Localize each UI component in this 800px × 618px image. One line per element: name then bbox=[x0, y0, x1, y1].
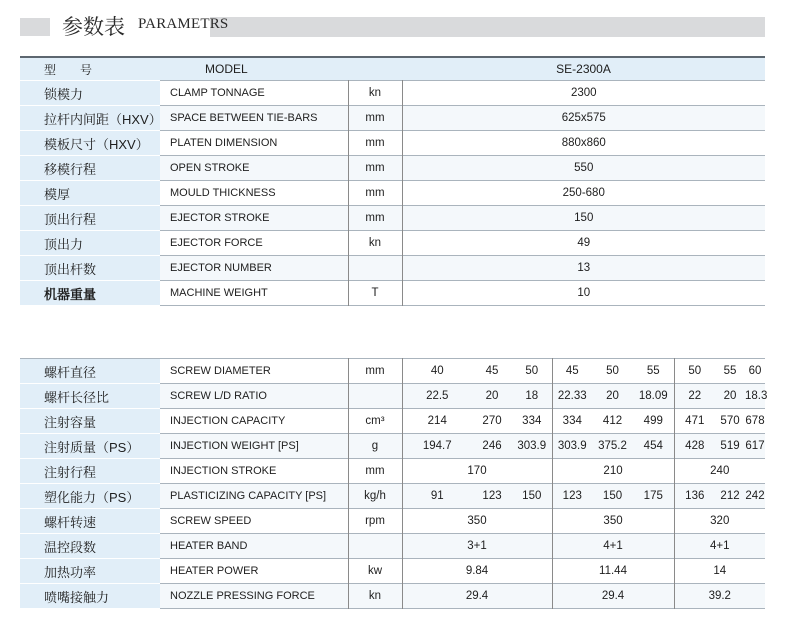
param-unit bbox=[348, 384, 402, 409]
param-value: 18.3 bbox=[745, 384, 765, 409]
param-value: 678 bbox=[745, 415, 765, 427]
model-label-en: MODEL bbox=[160, 57, 402, 81]
table-row bbox=[20, 409, 765, 434]
param-name-cn: 锁模力 bbox=[20, 81, 160, 106]
table-row bbox=[20, 509, 765, 534]
param-unit bbox=[348, 256, 402, 281]
param-value: 246 bbox=[472, 434, 512, 459]
param-value: 50 bbox=[674, 359, 715, 384]
param-name-en: PLASTICIZING CAPACITY [PS] bbox=[160, 484, 348, 509]
param-value: 150 bbox=[402, 206, 765, 231]
param-value: 303.9 bbox=[552, 434, 592, 459]
param-value-group: 320 bbox=[674, 509, 765, 534]
param-value-group: 210 bbox=[552, 459, 674, 484]
param-value: 519 bbox=[715, 434, 745, 459]
param-value: 10 bbox=[577, 287, 591, 299]
param-value: 60 bbox=[748, 365, 762, 377]
param-value-group: 29.4 bbox=[552, 584, 674, 609]
param-value: 270 bbox=[482, 415, 502, 427]
param-value: 880x860 bbox=[561, 137, 606, 149]
param-name-cn: 移模行程 bbox=[20, 156, 160, 181]
param-name-en: EJECTOR FORCE bbox=[170, 237, 263, 249]
model-label-cn: 型 号 bbox=[20, 57, 160, 81]
param-value: 20 bbox=[472, 384, 512, 409]
param-value: 123 bbox=[472, 484, 512, 509]
table-row bbox=[20, 559, 765, 584]
table-row bbox=[20, 156, 765, 181]
param-name-cn: 注射质量（PS） bbox=[20, 434, 160, 459]
param-unit: kn bbox=[348, 231, 402, 256]
table-row bbox=[20, 384, 765, 409]
param-value: 55 bbox=[723, 365, 737, 377]
table-row bbox=[20, 206, 765, 231]
param-name-cn: 喷嘴接触力 bbox=[20, 584, 160, 609]
param-value: 412 bbox=[602, 415, 623, 427]
param-name-cn: 螺杆转速 bbox=[20, 509, 160, 534]
param-value: 20 bbox=[592, 384, 633, 409]
param-name-cn: 模厚 bbox=[20, 181, 160, 206]
param-value-group: 3+1 bbox=[402, 534, 552, 559]
param-name-en: INJECTION STROKE bbox=[170, 465, 277, 477]
param-name-en: MOULD THICKNESS bbox=[170, 187, 276, 199]
param-value-group: 39.2 bbox=[674, 584, 765, 609]
table-row bbox=[20, 131, 765, 156]
param-value-group: 170 bbox=[467, 465, 487, 477]
param-name-cn: 顶出力 bbox=[20, 231, 160, 256]
param-value: 175 bbox=[633, 484, 674, 509]
param-value: 454 bbox=[633, 434, 674, 459]
param-value: 13 bbox=[402, 256, 765, 281]
param-value: 22.33 bbox=[552, 384, 592, 409]
header-accent bbox=[20, 18, 50, 36]
param-value-group: 29.4 bbox=[402, 584, 552, 609]
param-value: 18 bbox=[512, 384, 552, 409]
table-row bbox=[20, 256, 765, 281]
param-name-en: EJECTOR STROKE bbox=[160, 206, 348, 231]
param-value: 334 bbox=[522, 415, 542, 427]
param-name-en: INJECTION WEIGHT [PS] bbox=[160, 434, 348, 459]
param-value-group: 4+1 bbox=[674, 534, 765, 559]
param-name-en: EJECTOR NUMBER bbox=[160, 256, 348, 281]
param-value-group: 350 bbox=[552, 509, 674, 534]
table-row bbox=[20, 434, 765, 459]
param-value: 45 bbox=[552, 359, 592, 384]
param-value: 20 bbox=[715, 384, 745, 409]
param-unit: kg/h bbox=[348, 484, 402, 509]
param-value: 375.2 bbox=[592, 434, 633, 459]
title-english: PARAMETRS bbox=[138, 16, 229, 32]
param-name-cn: 加热功率 bbox=[20, 559, 160, 584]
param-value: 55 bbox=[646, 365, 660, 377]
param-name-en: SCREW SPEED bbox=[170, 515, 252, 527]
param-unit: mm bbox=[348, 359, 402, 384]
param-value: 617 bbox=[745, 434, 765, 459]
param-unit: mm bbox=[348, 459, 402, 484]
param-value-group: 4+1 bbox=[552, 534, 674, 559]
injection-parameters-table bbox=[20, 358, 768, 609]
param-name-cn: 温控段数 bbox=[20, 534, 160, 559]
param-value: 123 bbox=[552, 484, 592, 509]
param-value-group: 9.84 bbox=[465, 565, 489, 577]
param-name-cn: 顶出杆数 bbox=[20, 256, 160, 281]
param-value: 150 bbox=[592, 484, 633, 509]
param-unit: mm bbox=[348, 106, 402, 131]
table-row bbox=[20, 106, 765, 131]
param-value: 22.5 bbox=[402, 384, 472, 409]
page-header bbox=[20, 8, 765, 38]
model-header-row bbox=[20, 57, 765, 81]
param-value: 194.7 bbox=[402, 434, 472, 459]
param-value: 428 bbox=[674, 434, 715, 459]
param-name-en: PLATEN DIMENSION bbox=[170, 137, 278, 149]
table-row bbox=[20, 359, 765, 384]
param-name-cn: 注射容量 bbox=[20, 409, 160, 434]
header-band bbox=[210, 17, 765, 37]
param-name-en: SCREW L/D RATIO bbox=[160, 384, 348, 409]
param-name-cn: 注射行程 bbox=[20, 459, 160, 484]
param-value: 136 bbox=[674, 484, 715, 509]
param-name-cn: 螺杆直径 bbox=[20, 359, 160, 384]
param-name-en: CLAMP TONNAGE bbox=[170, 87, 265, 99]
param-name-en: SCREW DIAMETER bbox=[170, 365, 271, 377]
table-row bbox=[20, 534, 765, 559]
param-name-cn: 塑化能力（PS） bbox=[20, 484, 160, 509]
param-value: 334 bbox=[552, 409, 592, 434]
param-value: 303.9 bbox=[512, 434, 552, 459]
param-unit: mm bbox=[348, 131, 402, 156]
param-unit: kn bbox=[348, 81, 402, 106]
param-name-en: OPEN STROKE bbox=[160, 156, 348, 181]
param-value: 570 bbox=[720, 415, 740, 427]
table-row bbox=[20, 459, 765, 484]
param-name-en: SPACE BETWEEN TIE-BARS bbox=[160, 106, 348, 131]
param-value: 50 bbox=[525, 365, 539, 377]
table-row bbox=[20, 484, 765, 509]
param-value: 18.09 bbox=[633, 384, 674, 409]
param-value-group: 240 bbox=[674, 459, 765, 484]
param-value: 214 bbox=[427, 415, 447, 427]
table-row bbox=[20, 584, 765, 609]
param-unit: g bbox=[348, 434, 402, 459]
param-unit: mm bbox=[348, 206, 402, 231]
param-name-en: INJECTION CAPACITY bbox=[170, 415, 286, 427]
model-value: SE-2300A bbox=[402, 57, 765, 81]
param-unit: mm bbox=[348, 156, 402, 181]
param-name-cn: 模板尺寸（HXV） bbox=[20, 131, 160, 156]
param-value: 625x575 bbox=[402, 106, 765, 131]
param-value: 50 bbox=[606, 365, 619, 377]
param-unit: kw bbox=[348, 559, 402, 584]
param-value: 499 bbox=[643, 415, 663, 427]
table-row bbox=[20, 81, 765, 106]
table-row bbox=[20, 181, 765, 206]
param-name-en: NOZZLE PRESSING FORCE bbox=[160, 584, 348, 609]
param-value: 242 bbox=[745, 484, 765, 509]
param-value-group: 11.44 bbox=[552, 559, 674, 584]
param-value-group: 14 bbox=[674, 559, 765, 584]
param-name-en: HEATER POWER bbox=[170, 565, 259, 577]
title-chinese: 参数表 bbox=[62, 16, 125, 39]
param-name-en: HEATER BAND bbox=[160, 534, 348, 559]
clamping-parameters-table bbox=[20, 56, 765, 306]
param-value: 91 bbox=[402, 484, 472, 509]
param-unit: T bbox=[348, 281, 402, 306]
param-value: 22 bbox=[674, 384, 715, 409]
param-unit: cm³ bbox=[348, 409, 402, 434]
param-name-en: MACHINE WEIGHT bbox=[170, 287, 268, 299]
param-value: 250-680 bbox=[562, 187, 605, 199]
param-value: 212 bbox=[715, 484, 745, 509]
param-unit: rpm bbox=[348, 509, 402, 534]
table-row bbox=[20, 281, 765, 306]
param-value: 49 bbox=[577, 237, 591, 249]
param-value: 2300 bbox=[570, 87, 597, 99]
table-row bbox=[20, 231, 765, 256]
param-name-cn: 机器重量 bbox=[20, 281, 160, 306]
param-unit: kn bbox=[348, 584, 402, 609]
param-unit bbox=[348, 534, 402, 559]
param-name-cn: 拉杆内间距（HXV） bbox=[20, 106, 160, 131]
param-value: 471 bbox=[674, 409, 715, 434]
param-name-cn: 顶出行程 bbox=[20, 206, 160, 231]
param-value: 45 bbox=[485, 365, 499, 377]
param-value-group: 350 bbox=[467, 515, 487, 527]
param-name-cn: 螺杆长径比 bbox=[20, 384, 160, 409]
param-unit: mm bbox=[348, 181, 402, 206]
param-value: 550 bbox=[402, 156, 765, 181]
param-value: 150 bbox=[512, 484, 552, 509]
param-value: 40 bbox=[430, 365, 444, 377]
